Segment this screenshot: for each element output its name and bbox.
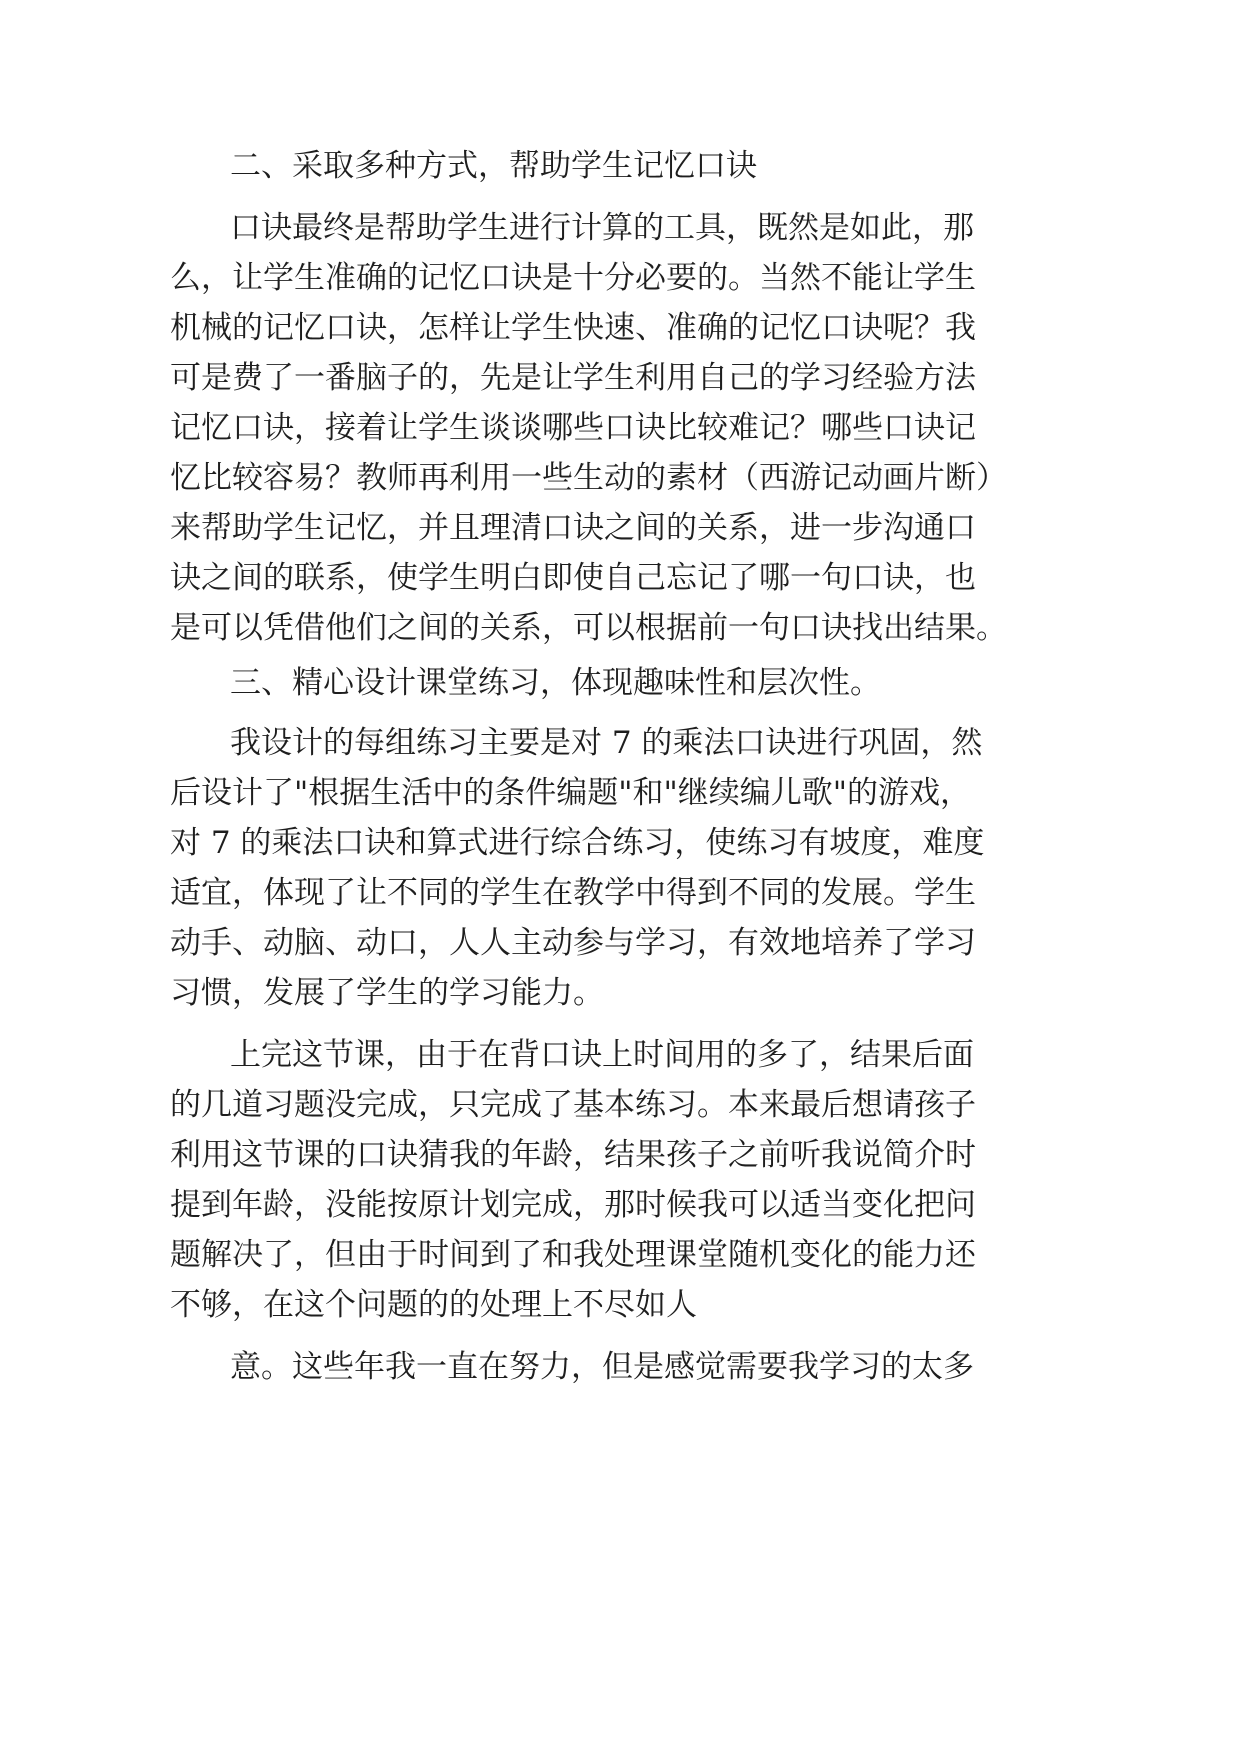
paragraph-line: 么，让学生准确的记忆口诀是十分必要的。当然不能让学生 — [170, 260, 976, 296]
paragraph-line: 对 7 的乘法口诀和算式进行综合练习，使练习有坡度，难度 — [170, 825, 985, 861]
paragraph-line: 不够，在这个问题的的处理上不尽如人 — [170, 1287, 697, 1323]
paragraph-line: 习惯，发展了学生的学习能力。 — [170, 975, 604, 1011]
paragraph-line: 动手、动脑、动口，人人主动参与学习，有效地培养了学习 — [170, 925, 976, 961]
paragraph-line: 后设计了"根据生活中的条件编题"和"继续编儿歌"的游戏， — [170, 775, 972, 811]
paragraph-line: 题解决了，但由于时间到了和我处理课堂随机变化的能力还 — [170, 1237, 976, 1273]
paragraph-line: 忆比较容易？教师再利用一些生动的素材（西游记动画片断） — [170, 460, 1007, 496]
paragraph-line: 记忆口诀，接着让学生谈谈哪些口诀比较难记？哪些口诀记 — [170, 410, 976, 446]
paragraph-line: 的几道习题没完成，只完成了基本练习。本来最后想请孩子 — [170, 1087, 976, 1123]
paragraph-line: 是可以凭借他们之间的关系，可以根据前一句口诀找出结果。 — [170, 610, 1007, 646]
paragraph-line: 诀之间的联系，使学生明白即使自己忘记了哪一句口诀，也 — [170, 560, 976, 596]
paragraph-line: 可是费了一番脑子的，先是让学生利用自己的学习经验方法 — [170, 360, 976, 396]
paragraph-line: 提到年龄，没能按原计划完成，那时候我可以适当变化把问 — [170, 1187, 976, 1223]
paragraph-line: 我设计的每组练习主要是对 7 的乘法口诀进行巩固，然 — [230, 725, 983, 761]
paragraph-line: 机械的记忆口诀，怎样让学生快速、准确的记忆口诀呢？我 — [170, 310, 976, 346]
paragraph-line: 利用这节课的口诀猜我的年龄，结果孩子之前听我说简介时 — [170, 1137, 976, 1173]
paragraph-line: 意。这些年我一直在努力，但是感觉需要我学习的太多 — [230, 1349, 974, 1385]
paragraph-line: 适宜，体现了让不同的学生在教学中得到不同的发展。学生 — [170, 875, 976, 911]
paragraph-line: 口诀最终是帮助学生进行计算的工具，既然是如此，那 — [230, 210, 974, 246]
paragraph-line: 上完这节课，由于在背口诀上时间用的多了，结果后面 — [230, 1037, 974, 1073]
paragraph-line: 来帮助学生记忆，并且理清口诀之间的关系，进一步沟通口 — [170, 510, 976, 546]
heading-section-two: 二、采取多种方式，帮助学生记忆口诀 — [230, 148, 757, 184]
heading-section-three: 三、精心设计课堂练习，体现趣味性和层次性。 — [230, 665, 881, 701]
